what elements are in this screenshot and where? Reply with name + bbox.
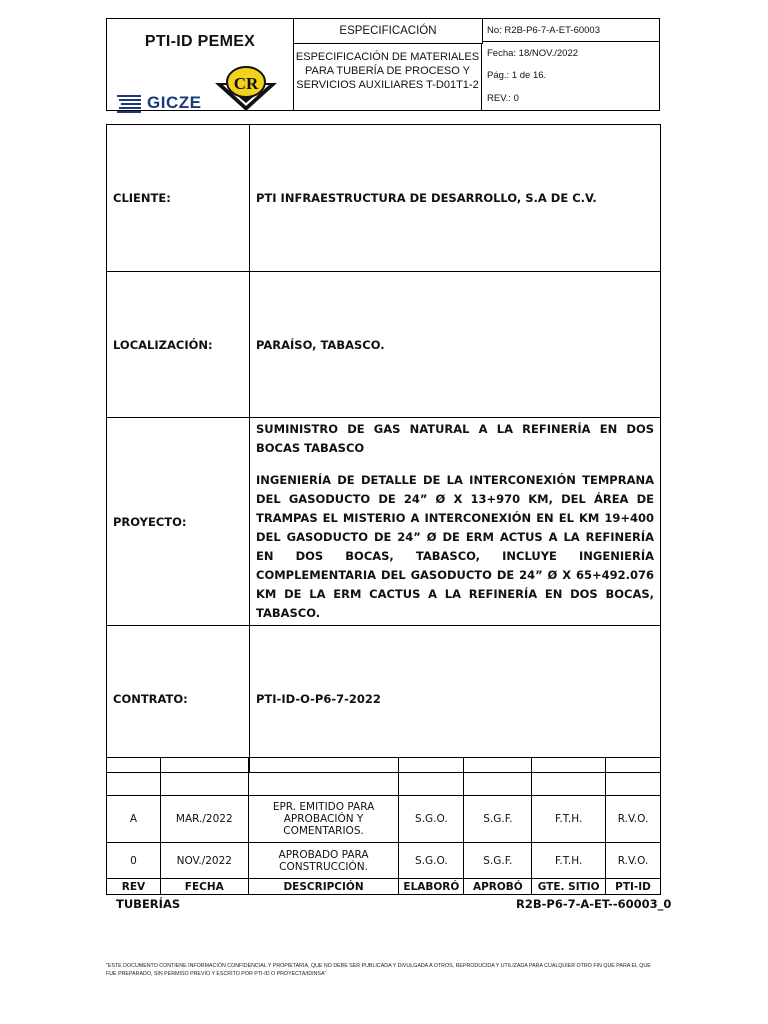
rev-code: A: [107, 796, 161, 843]
col-elaboro: ELABORÓ: [399, 879, 464, 895]
rev-description: EPR. EMITIDO PARA APROBACIÓN Y COMENTARIOS.: [248, 796, 399, 843]
rev-site-manager: F.T.H.: [532, 843, 606, 879]
contract-label: CONTRATO:: [107, 626, 250, 773]
col-aprobo: APROBÓ: [464, 879, 532, 895]
revision-table: [106, 757, 661, 895]
contract-row: [107, 626, 661, 773]
revision-row: [107, 843, 661, 879]
col-fecha: FECHA: [160, 879, 248, 895]
document-header: [106, 18, 660, 111]
rev-prepared-by: S.G.O.: [399, 796, 464, 843]
location-label: LOCALIZACIÓN:: [107, 272, 250, 418]
location-row: [107, 272, 661, 418]
confidentiality-notice: "ESTE DOCUMENTO CONTIENE INFORMACIÓN CONFIDENCIAL Y PROPIETARIA, QUE NO DEBE SER PUBLICADA Y DIVULGADA A OTROS, REPRODUCIDA Y UTILIZADA PARA CUALQUIER OTRO FIN QUE PARA EL QUE FUE PREPARADO, SIN PERMISO PREVIO Y ESCRITO POR PTI-ID O PROYECTA/IDINSA": [106, 963, 651, 977]
rev-approved-by: S.G.F.: [464, 796, 532, 843]
footer-doc-code: R2B-P6-7-A-ET--60003_0: [516, 897, 672, 911]
client-label: CLIENTE:: [107, 125, 250, 272]
rev-code: 0: [107, 843, 161, 879]
revision-row: [107, 796, 661, 843]
company-title: PTI-ID PEMEX: [144, 33, 256, 50]
location-value: PARAÍSO, TABASCO.: [250, 272, 661, 418]
cr-logo: [213, 65, 279, 111]
doc-page: Pág.: 1 de 16.: [487, 70, 547, 81]
rev-date: NOV./2022: [160, 843, 248, 879]
rev-date: MAR./2022: [160, 796, 248, 843]
rev-approved-by: S.G.F.: [464, 843, 532, 879]
footer-section: TUBERÍAS: [116, 897, 181, 911]
doc-type: ESPECIFICACIÓN: [294, 19, 483, 44]
cr-logo-text: CR: [233, 74, 259, 93]
rev-site-manager: F.T.H.: [532, 796, 606, 843]
doc-revision: REV.: 0: [487, 93, 519, 104]
project-row: [107, 418, 661, 626]
gicze-logo-text: GICZE: [147, 93, 202, 112]
doc-title: ESPECIFICACIÓN DE MATERIALES PARA TUBERÍA DE PROCESO Y SERVICIOS AUXILIARES T-D01T1-2: [294, 44, 482, 110]
gicze-mark-icon: [117, 93, 143, 115]
revision-empty-row: [107, 758, 661, 796]
gicze-logo: [117, 93, 207, 115]
project-label: PROYECTO:: [107, 418, 250, 626]
project-line-2: INGENIERÍA DE DETALLE DE LA INTERCONEXIÓN TEMPRANA DEL GASODUCTO DE 24” Ø X 13+970 KM, DEL ÁREA DE TRAMPAS EL MISTERIO A INTERCONEXIÓN EN EL KM 19+400 DEL GASODUCTO DE 24” Ø DE ERM ACTUS A LA REFINERÍA EN DOS BOCAS, TABASCO, INCLUYE INGENIERÍA COMPLEMENTARIA DEL GASODUCTO DE 24” Ø X 65+492.076 KM DE LA ERM CACTUS A LA REFINERÍA EN DOS BOCAS, TABASCO.: [256, 473, 654, 620]
col-pti-id: PTI-ID: [606, 879, 661, 895]
col-gte-sitio: GTE. SITIO: [532, 879, 606, 895]
contract-value: PTI-ID-O-P6-7-2022: [250, 626, 661, 773]
project-value: [250, 418, 661, 626]
col-rev: REV: [107, 879, 161, 895]
doc-meta: [483, 19, 659, 110]
doc-date: Fecha: 18/NOV./2022: [487, 48, 579, 59]
project-info-table: [106, 124, 661, 773]
client-value: PTI INFRAESTRUCTURA DE DESARROLLO, S.A DE C.V.: [250, 125, 661, 272]
rev-description: APROBADO PARA CONSTRUCCIÓN.: [248, 843, 399, 879]
header-logo-cell: [107, 19, 294, 110]
col-descripcion: DESCRIPCIÓN: [248, 879, 399, 895]
project-line-1: SUMINISTRO DE GAS NATURAL A LA REFINERÍA EN DOS BOCAS TABASCO: [256, 422, 654, 455]
rev-pti-id: R.V.O.: [606, 843, 661, 879]
revision-header-row: [107, 879, 661, 895]
client-row: [107, 125, 661, 272]
rev-pti-id: R.V.O.: [606, 796, 661, 843]
rev-prepared-by: S.G.O.: [399, 843, 464, 879]
doc-number: No: R2B-P6-7-A-ET-60003: [483, 19, 659, 42]
